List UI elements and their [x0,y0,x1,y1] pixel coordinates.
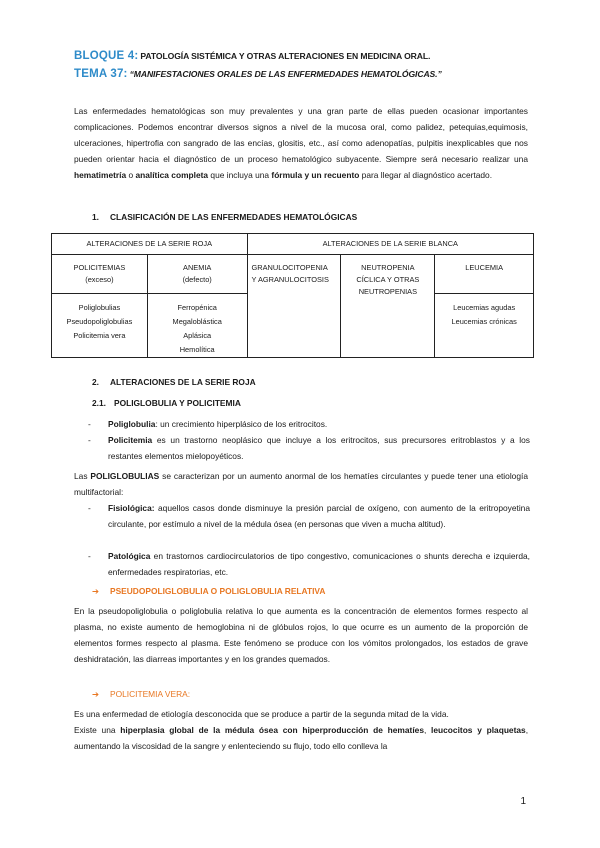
anemia-cell: ANEMIA (defecto) [147,255,247,294]
bold-formula: fórmula y un recuento [271,170,360,180]
definition-item: - Policitemia es un trastorno neoplásico que incluye a los eritrocitos, sus precursores eritroblastos y a los restantes elementos mielopoyéticos. [88,435,530,461]
pseudopoliglobulia-paragraph: En la pseudopoliglobulia o poliglobulia relativa lo que aumenta es la concentración de elementos formes respecto al plasma, no existe aumento de hemoglobina ni de glóbulos rojos, lo que ocurre es un aumento de la proporción de elementos formes respecto al plasma. Este fenómeno se produce con los vómitos prolongados, los estados de grave deshidratación, las diarreas importantes y en los grandes quemados. [74,606,528,664]
block-tag: BLOQUE 4: [74,50,139,62]
leucemia-list-cell [435,294,534,358]
anemia-list-cell [147,294,247,358]
arrow-icon: ➔ [92,586,100,596]
topic-title: “MANIFESTACIONES ORALES DE LAS ENFERMEDADES HEMATOLÓGICAS.” [129,69,442,79]
neutropenia-cell: NEUTROPENIA CÍCLICA Y OTRAS NEUTROPENIAS [341,255,435,358]
list-item: Poliglobulias [78,303,121,312]
bold-analitica: analítica completa [135,170,209,180]
policitemias-list-cell [52,294,148,358]
policitemia-vera-paragraph: Existe una hiperplasia global de la médula ósea con hiperproducción de hematíes, leucocitos y plaquetas, aumentando la viscosidad de la sangre y enlenteciendo su flujo, todo ello conlleva la [74,725,529,751]
block-title: PATOLOGÍA SISTÉMICA Y OTRAS ALTERACIONES EN MEDICINA ORAL. [140,51,431,61]
list-item: Hemolítica [179,345,215,354]
leucemia-cell: LEUCEMIA [435,255,534,294]
topic-header [74,68,442,80]
page-number: 1 [520,796,526,807]
list-item: Megaloblástica [172,317,222,326]
policitemia-vera-line: Es una enfermedad de etiología desconocida que se produce a partir de la segunda mitad de la vida. [74,709,449,719]
list-item: Ferropénica [177,303,217,312]
arrow-icon: ➔ [92,689,100,699]
pseudopoliglobulia-heading: ➔ PSEUDOPOLIGLOBULIA O POLIGLOBULIA RELATIVA [92,586,326,596]
poliglobulias-paragraph: Las POLIGLOBULIAS se caracterizan por un aumento anormal de los hematíes circulantes y puede tener una etiología multifactorial: [74,471,528,497]
section-heading-1: 1. CLASIFICACIÓN DE LAS ENFERMEDADES HEMATOLÓGICAS [92,212,358,222]
list-item: Leucemias agudas [453,303,516,312]
intro-paragraph: Las enfermedades hematológicas son muy prevalentes y una gran parte de ellas pueden ocasionar importantes complicaciones. Podemos encontrar diversos signos a nivel de la mucosa oral, como palidez, petequias,equimosis, ulceraciones, hipertrofia con sangrado de las encías, glositis, etc., así como adenopatías, pulpitis inexplicables que nos pueden orientar hacia el diagnóstico de un proceso hematológico subyacente. Siempre será necesario realizar una hematimetría o analítica completa que incluya una fórmula y un recuento para llegar al diagnóstico acertado. [74,106,528,180]
cause-item: - Fisiológica: aquellos casos donde disminuye la presión parcial de oxígeno, con aumento de la eritropoyetina circulante, por estímulo a nivel de la médula ósea (en personas que viven a mucha altitud). [88,503,530,529]
definition-item: - Poliglobulia: un crecimiento hiperplásico de los eritrocitos. [88,419,328,429]
list-item: Policitemia vera [73,331,126,340]
policitemias-cell: POLICITEMIAS (exceso) [52,255,148,294]
list-item: Aplásica [183,331,212,340]
list-item: Leucemias crónicas [451,317,517,326]
classification-table [51,233,534,358]
section-heading-2-1: 2.1. POLIGLOBULIA Y POLICITEMIA [92,398,241,408]
block-header [74,50,430,62]
red-series-header: ALTERACIONES DE LA SERIE ROJA [52,234,248,255]
cause-item: - Patológica en trastornos cardiocirculatorios de tipo congestivo, comunicaciones o shunts derecha e izquierda, enfermedades respiratorias, etc. [88,551,530,577]
policitemia-vera-heading: ➔ POLICITEMIA VERA: [92,689,191,699]
list-item: Pseudopoliglobulias [66,317,133,326]
topic-tag: TEMA 37: [74,68,128,80]
section-heading-2: 2. ALTERACIONES DE LA SERIE ROJA [92,377,256,387]
granulocitopenia-cell: GRANULOCITOPENIA Y AGRANULOCITOSIS [247,255,341,358]
white-series-header: ALTERACIONES DE LA SERIE BLANCA [247,234,533,255]
bold-hematimetria: hematimetría [74,170,127,180]
